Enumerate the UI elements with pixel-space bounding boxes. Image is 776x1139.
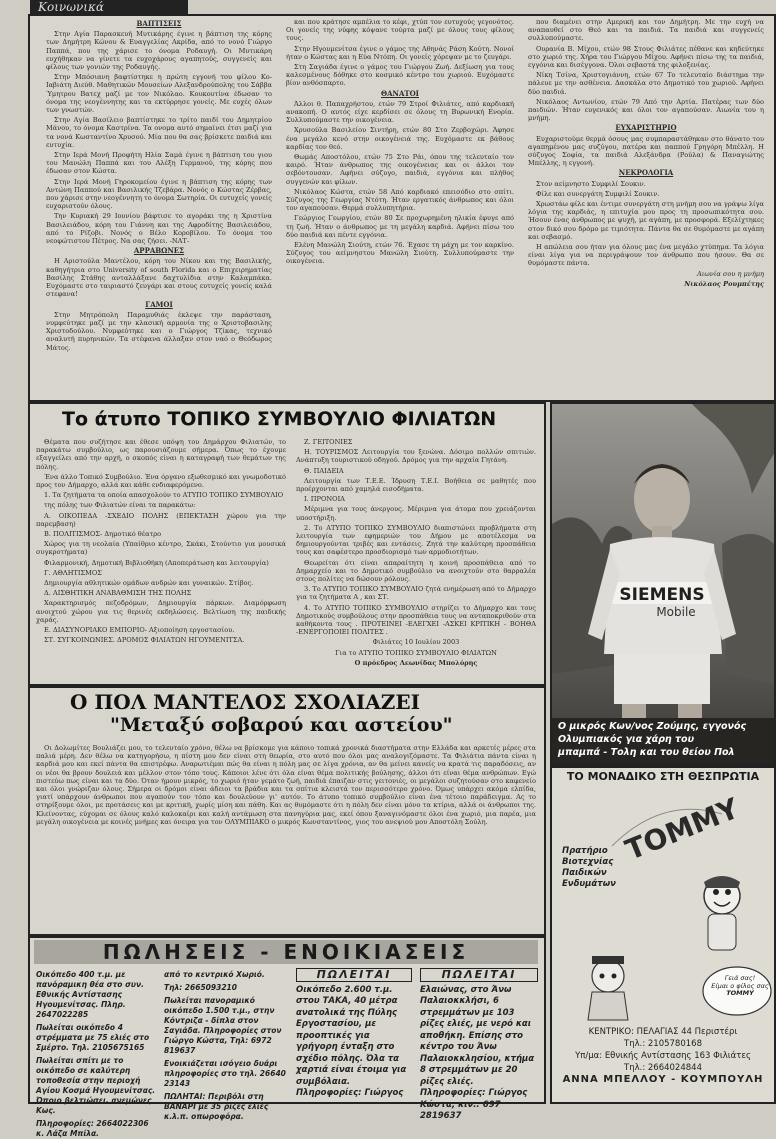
paragraph: Την Κυριακή 29 Ιουνίου βάφτισε το αγοράκι της η Χριστίνα Βασιλειάδου, κόρη του Γιάννη και της Αφροδίτης Βασιλειάδου, από το Ρίζοβι. Νονός ο Βέλο Κοροβίλου. Το όνομα του νεοφώτιστου Πέτρος. Να σας ζήσει. -ΝΑΤ- <box>46 212 272 246</box>
paragraph: Για το ΑΤΥΠΟ ΤΟΠΙΚΟ ΣΥΜΒΟΥΛΙΟ ΦΙΛΙΑΤΩΝ <box>335 648 497 657</box>
classifieds-column-4 <box>420 968 538 1121</box>
social-column-1 <box>46 20 272 396</box>
paragraph: Νικόλαος Κώστα, ετών 58 Από καρδιακό επεισόδιο στο σπίτι. Σύζυγος της Γεωργίας Ντότη. Ήταν εργατικός άνθρωπος και όλοι τον αγαπούσαν. Θερμά συλλυπητήρια. <box>286 187 514 213</box>
paragraph: Η. ΤΟΥΡΙΣΜΟΣ Λειτουργία του ξενώνα. Δόσιμο πολλών σπιτιών. Ανάπτυξη τουριστικού οδηγού. Δρόμος για την αρχαία Γητάνη. <box>296 448 536 465</box>
classifieds-box <box>28 936 546 1138</box>
paragraph: Στην Αγία Βασίλειο βαπτίστηκε το τρίτο παιδί του Δημητρίου Μάνου, το όνομα Καστρίνα. Τα ονομα αυτό σημαίνει έτσι μαζί για τα νονά Κωσταντίνο Χρυσού. Μία που θα σας βρίσκετε παιδιά και ευτυχία. <box>46 116 272 149</box>
paragraph: Δ. ΑΙΣΘΗΤΙΚΗ ΑΝΑΒΑΘΜΙΣΗ ΤΗΣ ΠΟΛΗΣ <box>44 589 192 598</box>
paragraph: ΣΤ. ΣΥΓΚΟΙΝΩΝΙΕΣ. ΔΡΟΜΟΣ ΦΙΛΙΑΤΩΝ ΗΓΟΥΜΕΝΙΤΣΑ. <box>44 636 245 645</box>
paragraph: Ι. ΠΡΟΝΟΙΑ <box>304 495 345 504</box>
paragraph: Φιλαρμονική, Δημοτική Βιβλιοθήκη (Αποπεράτωση και λειτουργία) <box>44 558 269 567</box>
section-masthead: Κοινωνικά <box>30 0 188 14</box>
council-column-right <box>296 438 536 680</box>
bubble-line: Γειά σας! <box>724 974 756 982</box>
paragraph: Φιλιάτες 10 Ιουλίου 2003 <box>372 638 460 647</box>
paragraph: Στην Ηγουμενίτσα έγινε ο γάμος της Αθηνάς Ράση Κούτη. Νονοί ήταν ο Κώστας και η Εύα Ντόπη. Οι γονείς χόρεψαν με το ζευγάρι. <box>286 44 514 61</box>
classified-item: Οικόπεδο 400 τ.μ. με πανόραμικη θέα στο συν. Εθνικής Αντίστασης Ηγουμενίτσας. Πληρ. 2647022285 <box>36 970 144 1019</box>
caption-line-2: Ολυμπιακός για χάρη του <box>558 734 694 745</box>
paragraph: Ένα άλλο Τοπικό Συμβούλιο. Ένα όργανο εξωθεσμικό και γνωμοδοτικό προς τον Δήμαρχο, αλλά και κάθε ενδιαφερόμενο. <box>36 472 286 490</box>
classifieds-column-3 <box>296 968 412 1100</box>
for-sale-heading: ΠΩΛΕΙΤΑΙ <box>296 968 412 982</box>
classified-item: Πληροφορίες: 2664022306 κ. Λάζα Μπίλα. <box>36 1119 149 1138</box>
classified-item: ΠΩΛΗΤΑΙ: Περιβόλι στη ΒΑΝΑΡΙ με 35 ρίζες ελιές κ.λ.π. οπωροφόρα. <box>164 1092 269 1121</box>
paragraph: Στην Αγία Παρασκευή Μυτικάρης έγινε η βάπτιση της κόρης των Δημήτρη Κώνου & Ευαγγελίας Ακρίδα, από το νονό Γιώργο Παππά, που της χάρισε το όνομα Ροδαυγή. Οι Μυτικάρη ευχήθηκαν να γίνετε τα ευχοχάρους αγαπητούς, συγγενείς και φίλους των γονιών της Ροδαυγής. <box>46 30 272 72</box>
paragraph: Α. ΟΙΚΟΠΕΔΑ -ΣΧΕΔΙΟ ΠΟΛΗΣ (ΕΠΕΚΤΑΣΗ χώρου για την παρεμβαση) <box>36 511 286 528</box>
paragraph: Η Αριστούλα Μαντέλου, κόρη του Νίκου και της Βασιλικής, καθηγήτρια στο University of south Florida και ο Επιχειρηματίας Βασίλης Στάθης ανταλλάξανε δαχτυλίδια στην Καλαμπάκα. Ευχόμαστε στο ταιριαστό ζευγάρι και στους ευτυχείς γονείς καλά στεφανα! <box>46 257 272 299</box>
ad-tagline <box>562 846 616 890</box>
ad-center-address: ΚΕΝΤΡΙΚΟ: ΠΕΛΑΓΙΑΣ 44 Περιστέρι <box>588 1027 738 1037</box>
classifieds-header: ΠΩΛΗΣΕΙΣ - ΕΝΟΙΚΙΑΣΕΙΣ <box>34 940 538 964</box>
paragraph: Δημιουργία αθλητικών ομάδων ανδρών και γυναικών. Στίβος. <box>44 579 254 588</box>
paragraph: της πόλης των Φιλιατών είναι τα παρακάτω: <box>44 501 196 510</box>
paragraph: Μέριμνα για τους άνεργους. Μέριμνα για άτομα που χρειάζονται υποστήριξη. <box>296 505 536 522</box>
bubble-line: TOMMY <box>726 989 754 997</box>
baptisms-heading: ΒΑΠΤΙΣΕΙΣ <box>136 19 182 28</box>
paragraph: Θέματα που συζήτησε και έθεσε υπόψη του Δημάρχου Φιλιατών, το παρακάτω συμβούλιο, ως παρουσιάζουμε σήμερα. Όπως το έχουμε εξαγγείλει από την αρχή, ο σκοπός είναι η καταγραφή των θεμάτων της πόλης. <box>36 438 286 471</box>
council-signature: Ο πρόεδρος Λεωνίδας Μπολόρης <box>354 658 478 667</box>
tommy-advertisement <box>550 766 776 1104</box>
bubble-line: Είμαι ο φίλος σας <box>711 981 769 990</box>
column-article-box <box>28 686 546 936</box>
ad-phone-2: Τηλ.: 2664024844 <box>624 1063 702 1073</box>
paragraph: Χρωστάω φίλε και έντιμε συνεργάτη στη μνήμη σου να γράψω λίγα λόγια της καρδιάς, η επιτυχία μου προς τη προσωπικότητα σου. Ήσουν ένας άνθρωπος με ψυχή, με αγάπη, με προσφορά. Εξελίχτηκες στον δικό σου δρόμο με τιμιότητα. Πάντα θα σε θυμόμαστε με αγάπη και σεβασμό. <box>528 200 764 241</box>
paragraph: Στην Ιερά Μονή Γηροκομείου έγινε η βάπτιση της κόρης των Αντώνη Παππού και Βασιλικής Τζεβάρα. Νονός ο Κώστας Ζέρβας, που χάρισε στην νεογέννητη το όνομα Σωτηρία. Οι ευτυχείς γονείς ευχαριστούν όλους. <box>46 177 272 211</box>
paragraph: Λειτουργία των Τ.Ε.Ε. Ίδρυση Τ.Ε.Ι. Βοήθεια σε μαθητές που προέρχονται από χαμηλά εισοδήματα. <box>296 476 536 494</box>
council-title: Το άτυπο ΤΟΠΙΚΟ ΣΥΜΒΟΥΛΙΟ ΦΙΛΙΑΤΩΝ <box>62 408 497 430</box>
paragraph: και που κράτησε αμπέλια το κέφι, χτύπ τον ευτυχούς γεγονότος. Οι γονείς της νύφης κόψανε τούρτα μαζί με όλους τους φίλους τους. <box>286 18 514 43</box>
classified-item: Ελαιώνας, στο Άνω Παλαιοκκλήσι, 6 στρεμμάτων με 103 ρίζες ελιές, με νερό και αποθήκη. Επίσης στο κέντρο του Άνω Παλαιοκκλησίου, κτήμα 8 στρεμμάτων με 20 ρίζες ελιές. Πληροφορίες: Γιώργος Κώστα, κιν.: 697 2819637 <box>420 984 535 1121</box>
tagline-line: Πρατήριο <box>562 846 608 856</box>
tagline-line: Βιοτεχνίας <box>562 857 614 867</box>
for-sale-heading: ΠΩΛΕΙΤΑΙ <box>420 968 538 982</box>
thanks-heading: ΕΥΧΑΡΙΣΤΗΡΙΟ <box>615 123 677 133</box>
classified-item: Οικόπεδο 2.600 τ.μ. στου ΤΑΚΑ, 40 μέτρα ανατολικά της Πύλης Εργοστασίου, με προοπτικές για γρήγορη ένταξη στο σχέδιο πόλης. Όλα τα χαρτιά είναι έτοιμα για συμβόλαια. Πληροφορίες: Γιώργος <box>296 984 407 1098</box>
column-title: "Μεταξύ σοβαρού και αστείου" <box>110 714 453 736</box>
column-author-line: Ο ΠΟΛ ΜΑΝΤΕΛΟΣ ΣΧΟΛΙΑΖΕΙ <box>70 690 420 714</box>
social-news-box <box>28 14 776 402</box>
classified-item: Πωλείται πανοραμικό οικόπεδο 1.500 τ.μ., στην Κόντριζα - δίπλα στον Σαγιάδα. Πληροφορίες στον Γιώργο Κώστα, Τηλ: 6972 819637 <box>164 996 282 1055</box>
paragraph: Χαρακτηρισμός πεζοδρόμων, Δημιουργία πάρκων. Διαμόρφωση ανοιχτού χώρου για τις θερινές εκδηλώσεις. Βελτίωση της παιδικής χαράς. <box>36 599 286 624</box>
column-body <box>36 744 536 930</box>
tommy-logo: TOMMY <box>620 791 744 867</box>
paragraph: Στην Ιερά Μονή Προφήτη Ηλία Σαμά έγινε η βάπτιση του γιου του Μανώλη Παππά και του Αλέξη Γερμανού, της κόρης που έδωσαν στον Κώστα. <box>46 151 272 176</box>
ad-header: ΤΟ ΜΟΝΑΔΙΚΟ ΣΤΗ ΘΕΣΠΡΩΤΙΑ <box>566 770 760 783</box>
photo-illustration <box>552 404 774 764</box>
paragraph: Στη Σαγιάδα έγινε ο γάμος του Γιώργου Ζωή. Δεξίωση για τους καλεσμένους δόθηκε στο κοσμικό κέντρο του χωριού. Ευχόμαστε βίον ανθόσπαρτο. <box>286 63 514 88</box>
ad-branch-address: Υπ/μα: Εθνικής Αντίστασης 163 Φιλιάτες <box>575 1051 751 1061</box>
council-article-box <box>28 402 546 686</box>
paragraph: Στην Μητρόπολη Παραμυθιάς έκλεψε την παράσταση, νυμφεύτηκε μαζί με την κλασική αρμονία της ο Χριστοβασιλης Χριστοδούλου. Νυμφεύτηκε και ο Γιώργος Τζίκας, τεχνικό αναλυτή πυρηνικών. Τα στέφανα άλλαξαν στον ναό ο Θεόδωρος Μάτος. <box>46 310 272 352</box>
ad-owner: ΑΝΝΑ ΜΠΕΛΛΟΥ - ΚΟΥΜΠΟΥΛΗ <box>562 1074 764 1085</box>
paragraph: που διαμένει στην Αμερική και τον Δημήτρη. Με την ευχή να αναπαυθεί στο Θεό και τα παιδιά. Τα παιδιά και συγγενείς συλλυπούμαστε. <box>528 18 764 43</box>
weddings-heading: ΓΑΜΟΙ <box>145 299 173 309</box>
paragraph: Χρυσούλα Βασιλείου Σιντήρη, ετών 80 Στο Ζερβοχώρι. Άφησε ένα μεγάλο κενό στην οικογένειά της. Ευχόμαστε εκ βάθους καρδίας τον θεό. <box>286 126 514 151</box>
paragraph: Θ. ΠΑΙΔΕΙΑ <box>304 466 344 475</box>
paragraph: Ουρανία Β. Μίχου, ετών 98 Στους Φιλιάτες πέθανε και κηδεύτηκε στο χωριό της. Χήρα του Γιώργου Μίχου. Αφήνει πίσω της τα παιδιά, εγγόνια και δισέγγονα. Όλοι σεβαστά της φιλοξενίας. <box>528 44 764 70</box>
classifieds-column-2 <box>164 970 288 1121</box>
paragraph: Ευχαριστούμε θερμά όσους μας συμπαραστάθηκαν στο θάνατο του αγαπημένου μας συζύγου, πατέρα και παππού Γρηγόρη Μπέλλη. Η σύζυγος Σοφία, τα παιδιά Αλεξάνδρα (Ρούλα) & Παναγιώτης Μπέλλης, η εγγονή. <box>528 134 764 168</box>
classifieds-column-1 <box>36 970 156 1138</box>
deaths-heading: ΘΑΝΑΤΟΙ <box>381 88 419 98</box>
shirt-sub-brand: Mobile <box>656 605 696 619</box>
paragraph: Γ. ΑΘΛΗΤΙΣΜΟΣ <box>44 568 102 577</box>
memorial-signature-name: Νικόλαος Ρουμπέτης <box>684 279 764 288</box>
social-column-3 <box>528 18 764 396</box>
memorial-heading: ΝΕΚΡΟΛΟΓΙΑ <box>618 168 674 178</box>
paragraph: Άλλοι θ. Παπαχρήστου, ετών 79 Στροί Φιλιάτες, από καρδιακή ανακοπή. Ο αυτός είχε κερδίσει σε όλους τη Βυρωνική Ενορία. Συλλυπούμαστε την οικογένεια. <box>286 99 514 125</box>
council-column-left <box>36 438 286 680</box>
paragraph: Στην Μπόσιανη βαφτίστηκε η πρώτη εγγονή του φίλου Κο-Ιαβιάτη Διεύθ. Μαθητικών Μουσείων Αλεξανδρούπολης του Σάββα Ύμητρου Βατεχ μαζί με τον Νικόλαο. Κουκουτίνα έδωσαν το όνομα της νεογέννητης και τα εκτύρρησε γονείς. Με ευχές όλων των γνωστών. <box>46 73 272 115</box>
paragraph: Γεώργιος Γεωργίου, ετών 80 Σε προχωρημένη ηλικία έφυγε από τη ζωή. Ήταν ο άνθρωπος με τη μεγάλη καρδιά. Αφήνει πίσω του δύο παιδιά και πέντε εγγόνια. <box>286 214 514 239</box>
ad-contact <box>552 1026 774 1086</box>
paragraph: Ελένη Μανώλη Σιούτη, ετών 76. Έχασε τη μάχη με τον καρκίνο. Σύζυγος του αείμνηστου Μανώλη Σιούτη. Συλλυπούμαστε την οικογένεια. <box>286 241 514 266</box>
paragraph: Νίκη Τσίνα, Χριστογιάννη, ετών 67 Το τελευταίο διάστημα την πάλευε με την ασθένεια. Δασκάλα στο Δημοτικό του χωριού. Αφήνει δύο παιδιά. <box>528 71 764 96</box>
caption-line-1: Ο μικρός Κων/νος Ζούμης, εγγονός <box>558 721 747 732</box>
engagements-heading: ΑΡΡΑΒΩΝΕΣ <box>133 246 185 256</box>
classified-item: Τηλ: 2665093210 <box>164 983 237 992</box>
paragraph: 1. Τα ζητήματα τα οποία απασχολούν το ΑΤΥΠΟ ΤΟΠΙΚΟ ΣΥΜΒΟΥΛΙΟ <box>44 491 284 500</box>
tagline-line: Παιδικών <box>562 868 607 878</box>
classified-item: από το κεντρικό Χωριό. <box>164 970 265 979</box>
paragraph: 3. Το ΑΤΥΠΟ ΤΟΠΙΚΟ ΣΥΜΒΟΥΛΙΟ ζητά ενημέρωση από το Δήμαρχο για τα ζητήματα Α , και ΣΤ. <box>296 585 536 602</box>
classified-item: Ενοικιάζεται ισόγειο δυάρι πληροφορίες στο τηλ. 26640 23143 <box>164 1059 286 1088</box>
speech-bubble <box>707 975 773 998</box>
paragraph: Θεωρείται ότι είναι απαραίτητη η κοινή προσπάθεια από το Δημαρχείο και το Δημοτικό συμβούλιο να ανοιχτούν στο θαρραλέα στους πολίτες να δώσουν ρόλους. <box>296 558 536 584</box>
paragraph: Θωμάς Αποστόλου, ετών 75 Στο Ράι, όπου της τελευταίο τον καιρό. Ήταν άνθρωπος της οικογένειας και οι άλλοι τον σεβόντουσαν. Αφήνει σύζυγο, παιδιά, εγγόνια και πλήθος συγγενών και φίλων. <box>286 153 514 186</box>
paragraph: Νικόλαος Αντωνίου, ετών 79 Από την Αρτία. Πατέρας των δύο παιδιών. Ήταν ευγενικός και όλοι τον αγαπούσαν. Αιωνία του η μνήμη. <box>528 97 764 123</box>
paragraph: Η απώλεια σου ήταν για όλους μας ένα μεγάλο χτύπημα. Τα λόγια είναι λίγα για να περιγράψουν τον άνθρωπο που ήσουν. Θα σε θυμόμαστε πάντα. <box>528 243 764 268</box>
paragraph: 2. Το ΑΤΥΠΟ ΤΟΠΙΚΟ ΣΥΜΒΟΥΛΙΟ διαπιστώνει προβλήματα στη λειτουργία των εφημεριών του Δήμου με αποτέλεσμα να δημιουργούνται τριβές και εντάσεις. Ζητά την καλύτερη προσπάθεια τους και σαφέστερο προσδιορισμό των αρμοδιοτήτων. <box>296 523 536 557</box>
paragraph: Ε. ΔΙΑΣΥΝΟΡΙΑΚΟ ΕΜΠΟΡΙΟ- Αξιοποίηση εργοστασίου. <box>44 626 235 635</box>
paragraph: 4. Το ΑΤΥΠΟ ΤΟΠΙΚΟ ΣΥΜΒΟΥΛΙΟ στηρίζει το Δήμαρχο και τους Δημοτικούς συμβούλους στην προσπάθεια τους να ανταποκριθούν στα καθήκοντα τους . ΠΡΟΤΕΙΝΕΙ -ΕΛΕΓΧΕΙ -ΑΣΚΕΙ ΚΡΙΤΙΚΗ - ΒΟΗΘΑ -ΕΝΕΡΓΟΠΟΙΕΙ ΠΟΛΙΤΕΣ . <box>296 603 536 637</box>
paragraph: Β. ΠΟΛΙΤΙΣΜΟΣ- Δημοτικό θέατρο <box>44 530 162 539</box>
memorial-signature-line: Αιωνία σου η μνήμη <box>697 269 764 278</box>
paragraph: Χώρος για τη νεολαία (Υπαίθριο κέντρο, Σκάκι, Στούντιο για μουσικά συγκροτήματα) <box>36 540 286 557</box>
paragraph: Ζ. ΓΕΙΤΟΝΙΕΣ <box>304 438 353 446</box>
classified-item: Πωλείται σπίτι με το οικόπεδο σε καλύτερη τοποθεσία στην περιοχή Αγίου Κοσμά Ηγουμενίτσας. Όποιο βελτιώσει, ανεμώνες Κως. <box>36 1056 156 1115</box>
caption-line-3: μπαμπά - Τολη και του θείου Πολ <box>558 747 735 758</box>
shirt-brand: SIEMENS <box>619 585 705 605</box>
paragraph: Στον αείμνηστο Συμφιλί Σουκιν. <box>536 179 646 188</box>
photo-caption <box>558 720 772 759</box>
boy-photo <box>550 402 776 766</box>
social-column-2 <box>286 18 514 396</box>
tagline-line: Ενδυμάτων <box>562 879 616 889</box>
classified-item: Πωλείται οικόπεδο 4 στρέμματα με 75 ελιές στο Σμέρτο. Τηλ. 2105675165 <box>36 1023 150 1052</box>
paragraph: Οι Δολωμίτες Βουλιάζει μου, το τελευταίο χρόνο, θέλω να βρίσκομε για κάποιο τοπικά χρονικά διαστήματα στην Ελλάδα και αρκετές μέρες στα παλιά μέρη. Δεν θέλω να κατηγορήσω, η πίστη μου δεν είναι στη θεωρία, στο αυτό που όλοι μας αναλογιζόμαστε. Τα Φιλιάτια πάντα είναι η καρδιά μου και εκεί πάντα θα επιστρέφω. Αναρωτιέμαι πώς θα είναι η πόλη μας σε λίγα χρόνια, αν θα μείνει κανείς να κρατά τις παραδόσεις, αν οι νέοι θα βρουν δουλειά και μέλλον στον τόπο τους. Κάποιοι λένε ότι όλα είναι θέμα πολιτικής βούλησης, άλλοι ότι είναι θέμα ανθρώπων. Εγώ πιστεύω πως είναι και τα δύο. Όταν ήμουν μικρός, το χωριό ήταν γεμάτο ζωή, παιδιά έπαιζαν στις γειτονιές, οι μεγάλοι συζητούσαν στο καφενείο και όλοι γνώριζαν όλους. Σήμερα οι δρόμοι είναι άδειοι τα βράδια και τα σπίτια κλειστά τον περισσότερο χρόνο. Όμως υπάρχει ακόμα ελπίδα, γιατί υπάρχουν άνθρωποι που αγαπούν τον τόπο και δουλεύουν γι' αυτόν. Το άτυπο τοπικό συμβούλιο είναι ένα τέτοιο παράδειγμα. Ας το στηρίξουμε όλοι, με προτάσεις και με κριτική, χωρίς μίση και πάθη. Και ας θυμόμαστε ότι η πόλη δεν είναι μόνο τα κτίρια, αλλά οι άνθρωποι της. Κλείνοντας, εύχομαι σε όλους καλό καλοκαίρι και καλή αντάμωση στα πανηγύρια μας, εκεί όπου ξαναγινόμαστε όλοι ένα χωριό, μια παρέα, μια μεγάλη οικογένεια με κοινές μνήμες και όνειρα για τον ΟΛΥΜΠΙΑΚΟ ο μικρός Κωνσταντίνος, γιος του ανεψιού μου Αποστόλη Σούλη. <box>36 744 536 826</box>
paragraph: Φίλε και συνεργάτη Συμφιλί Σουκιν. <box>536 189 660 198</box>
ad-phone-1: Τηλ.: 2105780168 <box>624 1039 702 1049</box>
